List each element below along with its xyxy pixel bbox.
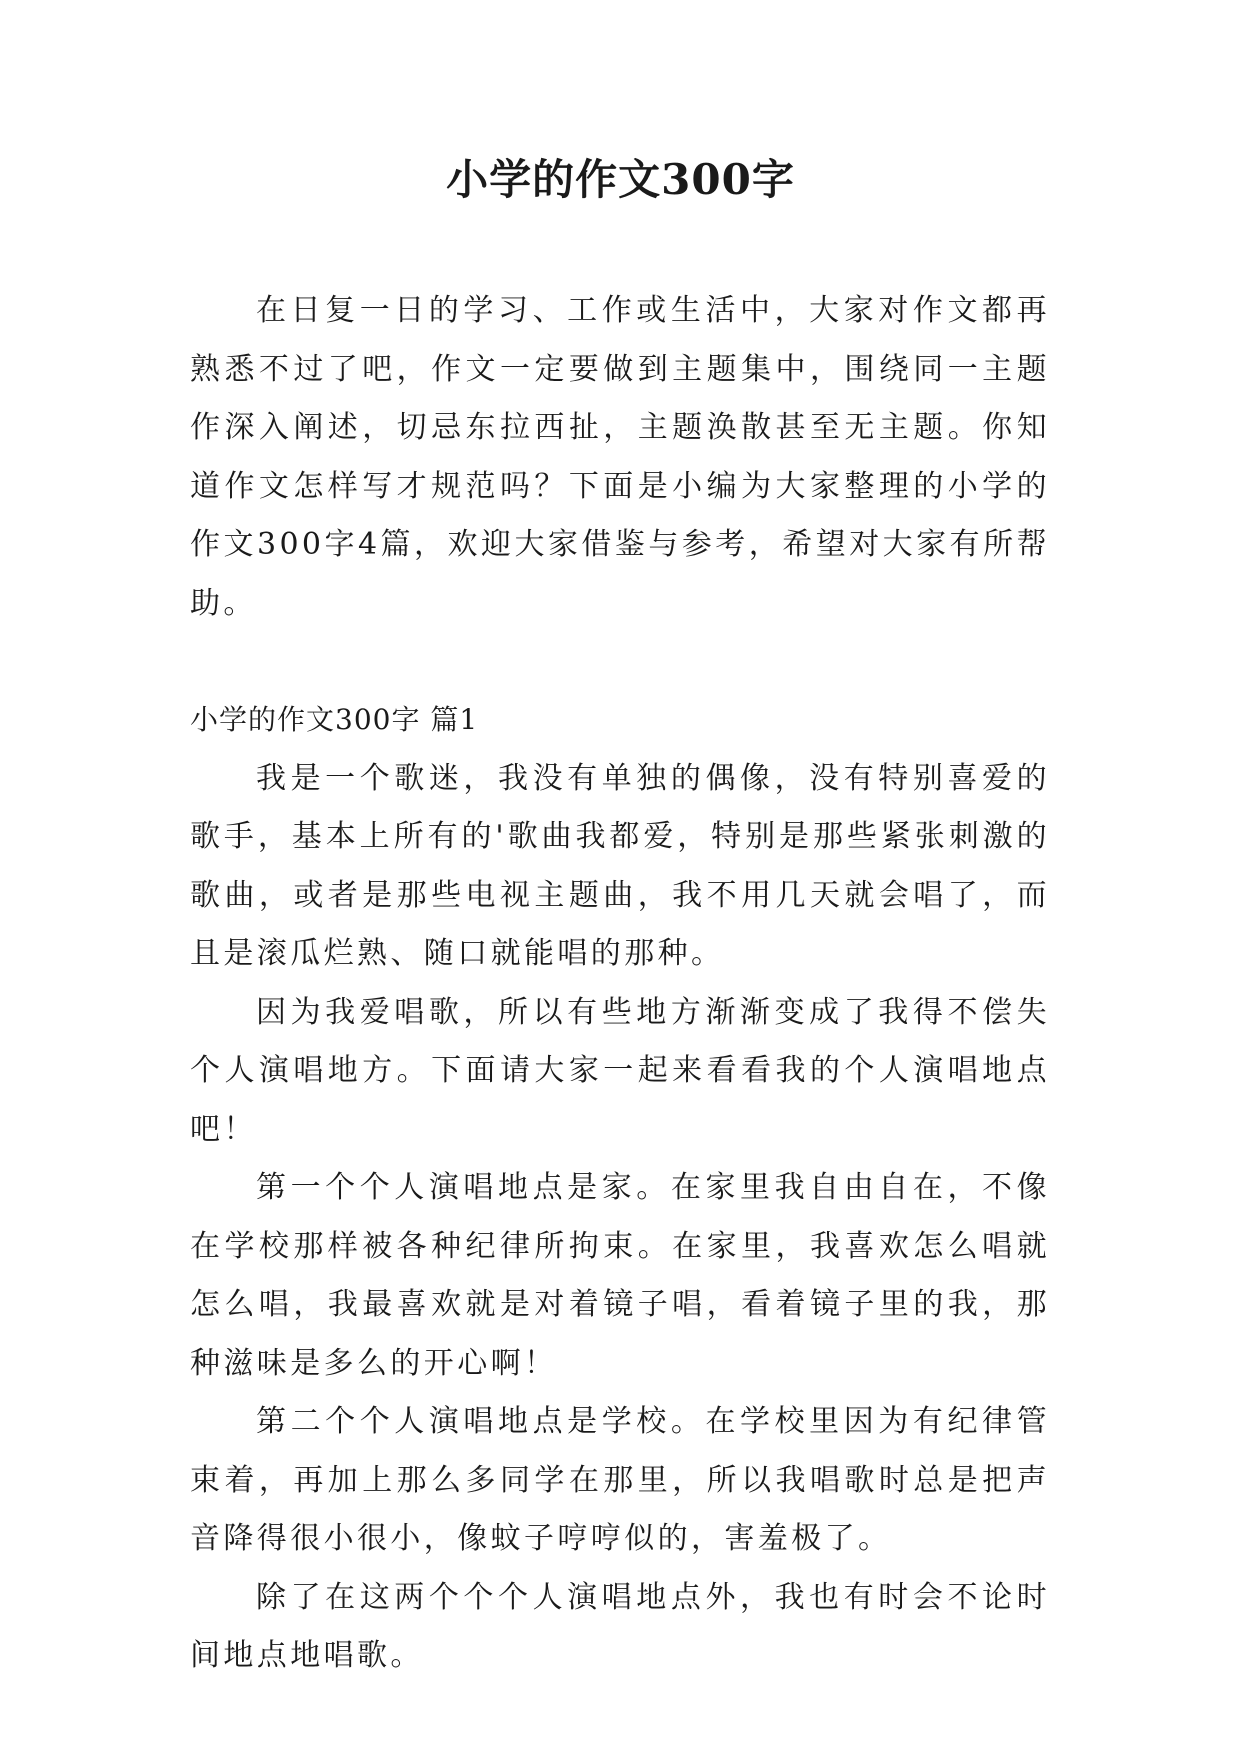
paragraph-4: 第二个个人演唱地点是学校。在学校里因为有纪律管束着，再加上那么多同学在那里，所以我唱歌时总是把声音降得很小很小，像蚊子哼哼似的，害羞极了。: [190, 1404, 1050, 1556]
document-title: 小学的作文300字: [446, 155, 795, 204]
intro-paragraph: 在日复一日的学习、工作或生活中，大家对作文都再熟悉不过了吧，作文一定要做到主题集中，围绕同一主题作深入阐述，切忌东拉西扯，主题涣散甚至无主题。你知道作文怎样写才规范吗？下面是小编为大家整理的小学的作文300字4篇，欢迎大家借鉴与参考，希望对大家有所帮助。: [190, 293, 1050, 621]
paragraph-5: 除了在这两个个个人演唱地点外，我也有时会不论时间地点地唱歌。: [190, 1579, 1050, 1673]
paragraph-1: 我是一个歌迷，我没有单独的偶像，没有特别喜爱的歌手，基本上所有的'歌曲我都爱，特别是那些紧张刺激的歌曲，或者是那些电视主题曲，我不用几天就会唱了，而且是滚瓜烂熟、随口就能唱的那种。: [190, 760, 1050, 971]
paragraph-3: 第一个个人演唱地点是家。在家里我自由自在，不像在学校那样被各种纪律所拘束。在家里，我喜欢怎么唱就怎么唱，我最喜欢就是对着镜子唱，看着镜子里的我，那种滋味是多么的开心啊！: [190, 1170, 1050, 1381]
document-body: [190, 282, 1050, 1686]
section-heading: 小学的作文300字 篇1: [190, 703, 479, 736]
spacer: [190, 633, 1050, 691]
paragraph-2: 因为我爱唱歌，所以有些地方渐渐变成了我得不偿失个人演唱地方。下面请大家一起来看看我的个人演唱地点吧！: [190, 994, 1050, 1147]
